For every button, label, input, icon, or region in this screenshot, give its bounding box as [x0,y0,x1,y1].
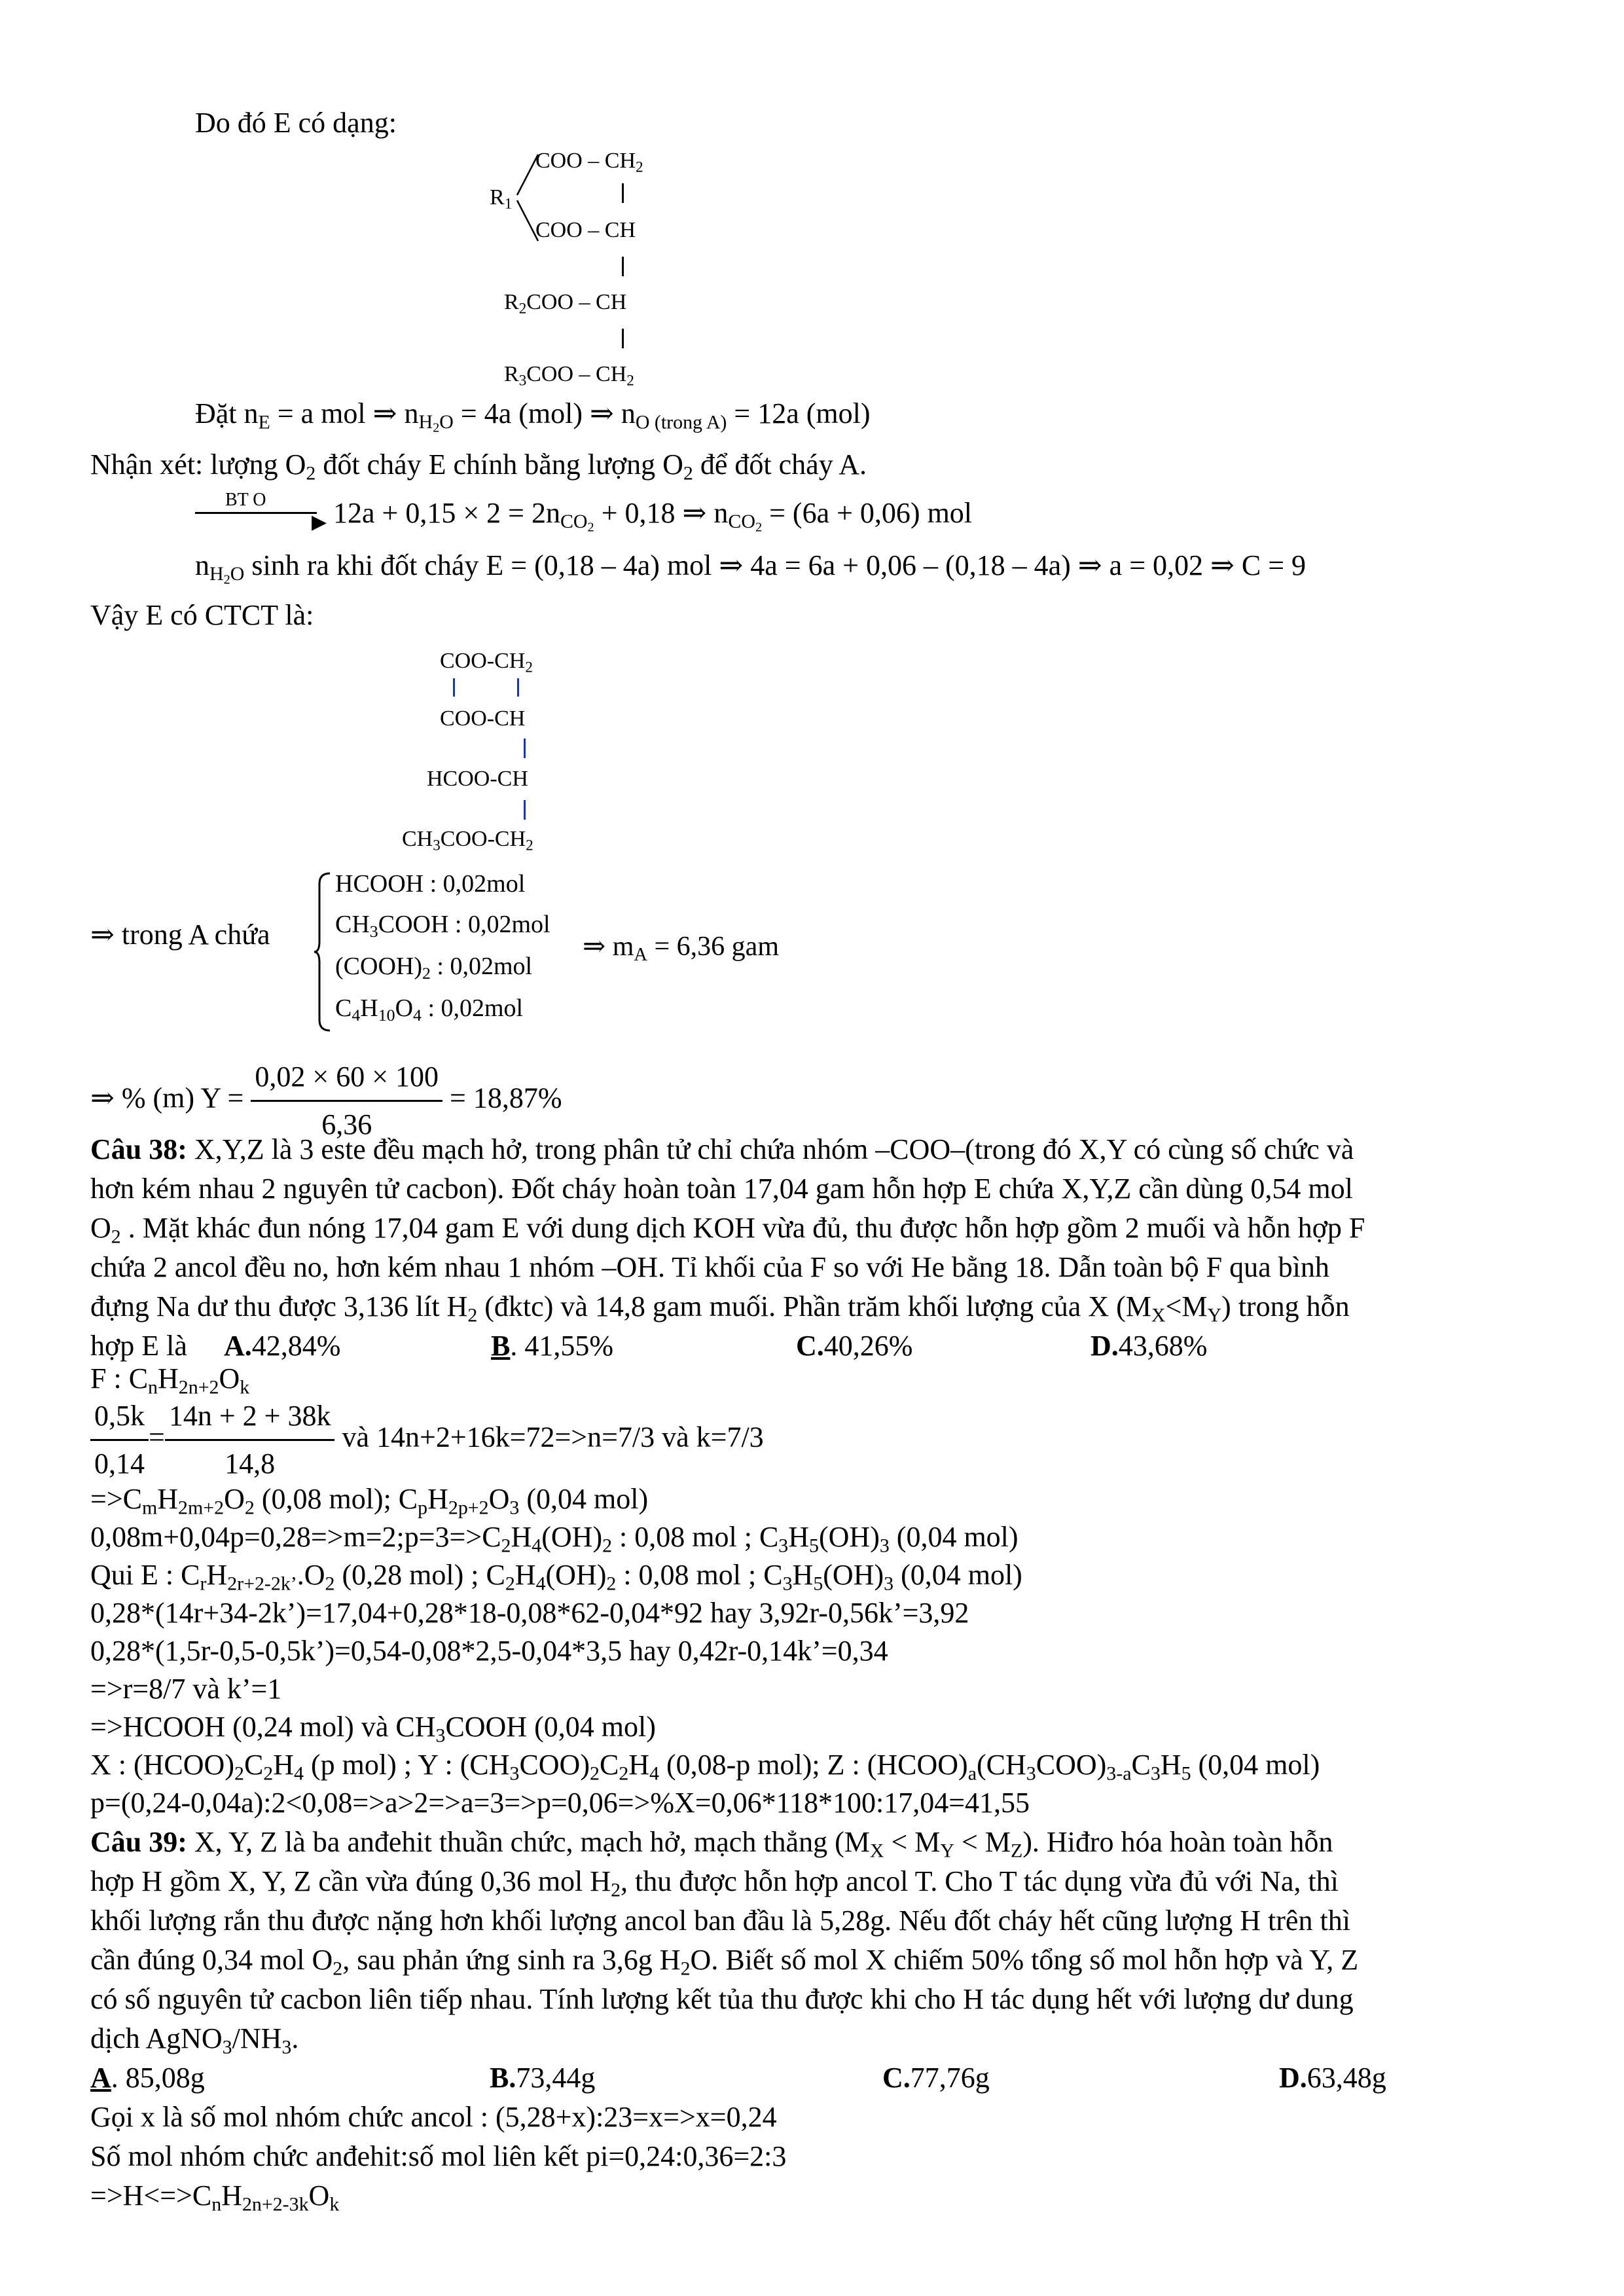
text-line: ⇒ % (m) Y = $\frac{0,02 \times 60 \times 100}{6,36}$ = 18,87% [90,1054,562,1148]
text-line: hợp H gồm X, Y, Z cần vừa đúng 0,36 mol $H_2$, thu được hỗn hợp ancol T. Cho T tác dụng vừa đủ với Na, thì [90,1865,1339,1901]
text-line: cần đúng 0,34 mol $O_2$, sau phản ứng sinh ra 3,6g $H_2O$. Biết số mol X chiếm 50% tổng số mol hỗn hợp và Y, Z [90,1944,1359,1980]
solution-line: Gọi x là số mol nhóm chức ancol : (5,28+x):23=x=>x=0,24 [90,2101,777,2133]
text-line: hơn kém nhau 2 nguyên tử cacbon). Đốt cháy hoàn toàn 17,04 gam hỗn hợp E chứa X,Y,Z cần dùng 0,54 mol [90,1173,1353,1205]
text-line: Đặt $n_E = a$ mol ⇒ $n_{H_2O} = 4a$ (mol) ⇒ $n_{O (trong A)} = 12a$ (mol) [195,397,871,436]
document-page: Do đó E có dạng: $R_1$ COO – $CH_2$ COO – CH $R_2COO$ – CH $R_3COO - CH_2$ Đặt $n_E = a$ mol ⇒ $n_{H_2O} = 4a$ (mol) ⇒ $n_{O (trong A)} = 12a$ (mol) Nhận xét: lượng $O_2$ đốt cháy E chính bằng lượng $O_2$ để đốt cháy A. BT O ▶ $12a + 0,15 \times 2 = 2n_{CO_2} + 0,18$ ⇒ $n_{CO_2} = (6a + 0,06)$ mol $n_{H_2O}$ sinh ra khi đốt cháy E = (0,18 – 4a) mol ⇒ 4a = 6a + 0,06 – (0,18 – 4a) ⇒ a = 0,02 ⇒ C = 9 Vậy E có CTCT là: COO-$CH_2$ COO-CH HCOO-CH $CH_3COO-CH_2$ ⇒ trong A chứa HCOOH : 0,02mol $CH_3COOH$ : 0,02mol $(COOH)_2$ : 0,02mol $C_4H_{10}O_4$ : 0,02mol ⇒ $m_A = 6,36$ gam ⇒ % (m) Y = $\frac{0,02 \times 60 \times 100}{6,36}$ = 18,87% Câu 38: X,Y,Z là 3 este đều mạch hở, trong phân tử chỉ chứa nhóm –COO–(trong đó X,Y có cùng số chức và hơn kém nhau 2 nguyên tử cacbon). Đốt cháy hoàn toàn 17,04 gam hỗn hợp E chứa X,Y,Z cần dùng 0,54 mol $O_2$ . Mặt khác đun nóng 17,04 gam E với dung dịch KOH vừa đủ, thu được hỗn hợp gồm 2 muối và hỗn hợp F chứa 2 ancol đều no, hơn kém nhau 1 nhóm –OH. Tỉ khối của F so với He bằng 18. Dẫn toàn bộ F qua bình đựng Na dư thu được 3,136 lít $H_2$ (đktc) và 14,8 gam muối. Phần trăm khối lượng của X $(M_X<M_Y)$ trong hỗn hợp E là A.42,84% B. 41,55% C.40,26% D.43,68% F : $C_nH_{2n+2}O_k$ $\frac{0,5k}{0,14}$ = $\frac{14n + 2 + 38k}{14,8}$ và 14n+2+16k=72=>n=7/3 và k=7/3 $=>C_mH_{2m+2}O_2$ (0,08 mol); $C_pH_{2p+2}O_3$ (0,04 mol) $0,08m+0,04p=0,28=>m=2;p=3=>C_2H_4(OH)_2$ : 0,08 mol ; $C_3H_5(OH)_3$ (0,04 mol) Qui E : $C_rH_{2r+2-2k’}.O_2$ (0,28 mol) ; $C_2H_4(OH)_2$ : 0,08 mol ; $C_3H_5(OH)_3$ (0,04 mol) 0,28*(14r+34-2k’)=17,04+0,28*18-0,08*62-0,04*92 hay 3,92r-0,56k’=3,92 0,28*(1,5r-0,5-0,5k’)=0,54-0,08*2,5-0,04*3,5 hay 0,42r-0,14k’=0,34 =>r=8/7 và k’=1 =>HCOOH (0,24 mol) và $CH_3COOH$ (0,04 mol) X : $(HCOO)_2C_2H_4$ (p mol) ; Y : $(CH_3COO)_2C_2H_4$ (0,08-p mol); Z : $(HCOO)_a(CH_3COO)_{3-a}C_3H_5$ (0,04 mol) p=(0,24-0,04a):2<0,08=>a>2=>a=3=>p=0,06=>%X=0,06*118*100:17,04=41,55 Câu 39: X, Y, Z là ba anđehit thuần chức, mạch hở, mạch thẳng $(M_X < M_Y < M_Z)$. Hiđro hóa hoàn toàn hỗn hợp H gồm X, Y, Z cần vừa đúng 0,36 mol $H_2$, thu được hỗn hợp ancol T. Cho T tác dụng vừa đủ với Na, thì khối lượng rắn thu được nặng hơn khối lượng ancol ban đầu là 5,28g. Nếu đốt cháy hết cũng lượng H trên thì cần đúng 0,34 mol $O_2$, sau phản ứng sinh ra 3,6g $H_2O$. Biết số mol X chiếm 50% tổng số mol hỗn hợp và Y, Z có số nguyên tử cacbon liên tiếp nhau. Tính lượng kết tủa thu được khi cho H tác dụng hết với lượng dư dung dịch $AgNO_3/NH_3$. A. 85,08g B.73,44g C.77,76g D.63,48g Gọi x là số mol nhóm chức ancol : (5,28+x):23=x=>x=0,24 Số mol nhóm chức anđehit:số mol liên kết pi=0,24:0,36=2:3 $=>H<=>C_nH_{2n+2-3k}O_k$ [0,0,1624,2296]
solution-line: =>HCOOH (0,24 mol) và $CH_3COOH$ (0,04 mol) [90,1711,656,1747]
text-line: khối lượng rắn thu được nặng hơn khối lượng ancol ban đầu là 5,28g. Nếu đốt cháy hết cũng lượng H trên thì [90,1904,1350,1937]
solution-line: X : $(HCOO)_2C_2H_4$ (p mol) ; Y : $(CH_3COO)_2C_2H_4$ (0,08-p mol); Z : $(HCOO)_a(CH_3COO)_{3-a}C_3H_5$ (0,04 mol) [90,1749,1320,1785]
solution-line: 0,28*(14r+34-2k’)=17,04+0,28*18-0,08*62-0,04*92 hay 3,92r-0,56k’=3,92 [90,1597,969,1629]
solution-line: $=>C_mH_{2m+2}O_2$ (0,08 mol); $C_pH_{2p+2}O_3$ (0,04 mol) [90,1483,649,1519]
solution-line: =>r=8/7 và k’=1 [90,1673,282,1705]
text-line: Vậy E có CTCT là: [90,599,314,631]
text-line: $O_2$ . Mặt khác đun nóng 17,04 gam E với dung dịch KOH vừa đủ, thu được hỗn hợp gồm 2 muối và hỗn hợp F [90,1212,1365,1248]
solution-line: 0,28*(1,5r-0,5-0,5k’)=0,54-0,08*2,5-0,04*3,5 hay 0,42r-0,14k’=0,34 [90,1635,888,1667]
text-line: chứa 2 ancol đều no, hơn kém nhau 1 nhóm –OH. Tỉ khối của F so với He bằng 18. Dẫn toàn bộ F qua bình [90,1251,1329,1283]
solution-line: F : $C_nH_{2n+2}O_k$ [90,1362,250,1398]
answer-options-38: hợp E là A.42,84% B. 41,55% C.40,26% D.43,68% [90,1330,1208,1362]
text-line: dịch $AgNO_3/NH_3$. [90,2022,299,2058]
text-line: ⇒ trong A chứa [90,919,270,951]
solution-line: $0,08m+0,04p=0,28=>m=2;p=3=>C_2H_4(OH)_2$ : 0,08 mol ; $C_3H_5(OH)_3$ (0,04 mol) [90,1521,1019,1557]
solution-line: Số mol nhóm chức anđehit:số mol liên kết pi=0,24:0,36=2:3 [90,2140,787,2172]
text-line: Do đó E có dạng: [195,107,397,139]
question-38: Câu 38: X,Y,Z là 3 este đều mạch hở, trong phân tử chỉ chứa nhóm –COO–(trong đó X,Y có cùng số chức và [90,1133,1354,1165]
answer-options-39: A. 85,08g B.73,44g C.77,76g D.63,48g [90,2062,1386,2094]
text-line: $n_{H_2O}$ sinh ra khi đốt cháy E = (0,18 – 4a) mol ⇒ 4a = 6a + 0,06 – (0,18 – 4a) ⇒ a = 0,02 ⇒ C = 9 [195,549,1307,588]
text-line: Nhận xét: lượng $O_2$ đốt cháy E chính bằng lượng $O_2$ để đốt cháy A. [90,448,867,484]
curly-brace [313,871,333,1034]
solution-line: p=(0,24-0,04a):2<0,08=>a>2=>a=3=>p=0,06=>%X=0,06*118*100:17,04=41,55 [90,1787,1030,1819]
solution-line: $=>H<=>C_nH_{2n+2-3k}O_k$ [90,2179,340,2215]
text-line: đựng Na dư thu được 3,136 lít $H_2$ (đktc) và 14,8 gam muối. Phần trăm khối lượng của X $(M_X<M_Y)$ trong hỗn [90,1290,1350,1326]
question-39: Câu 39: X, Y, Z là ba anđehit thuần chức, mạch hở, mạch thẳng $(M_X < M_Y < M_Z)$. Hiđro hóa hoàn toàn hỗn [90,1826,1333,1862]
arrow-bto: BT O ▶ [195,496,326,522]
solution-line: Qui E : $C_rH_{2r+2-2k’}.O_2$ (0,28 mol) ; $C_2H_4(OH)_2$ : 0,08 mol ; $C_3H_5(OH)_3$ (0,04 mol) [90,1559,1022,1595]
text-line: BT O ▶ $12a + 0,15 \times 2 = 2n_{CO_2} + 0,18$ ⇒ $n_{CO_2} = (6a + 0,06)$ mol [195,495,972,532]
solution-line: $\frac{0,5k}{0,14}$ = $\frac{14n + 2 + 38k}{14,8}$ và 14n+2+16k=72=>n=7/3 và k=7/3 [90,1393,764,1487]
text-line: có số nguyên tử cacbon liên tiếp nhau. Tính lượng kết tủa thu được khi cho H tác dụng hết với lượng dư dung [90,1983,1354,2015]
